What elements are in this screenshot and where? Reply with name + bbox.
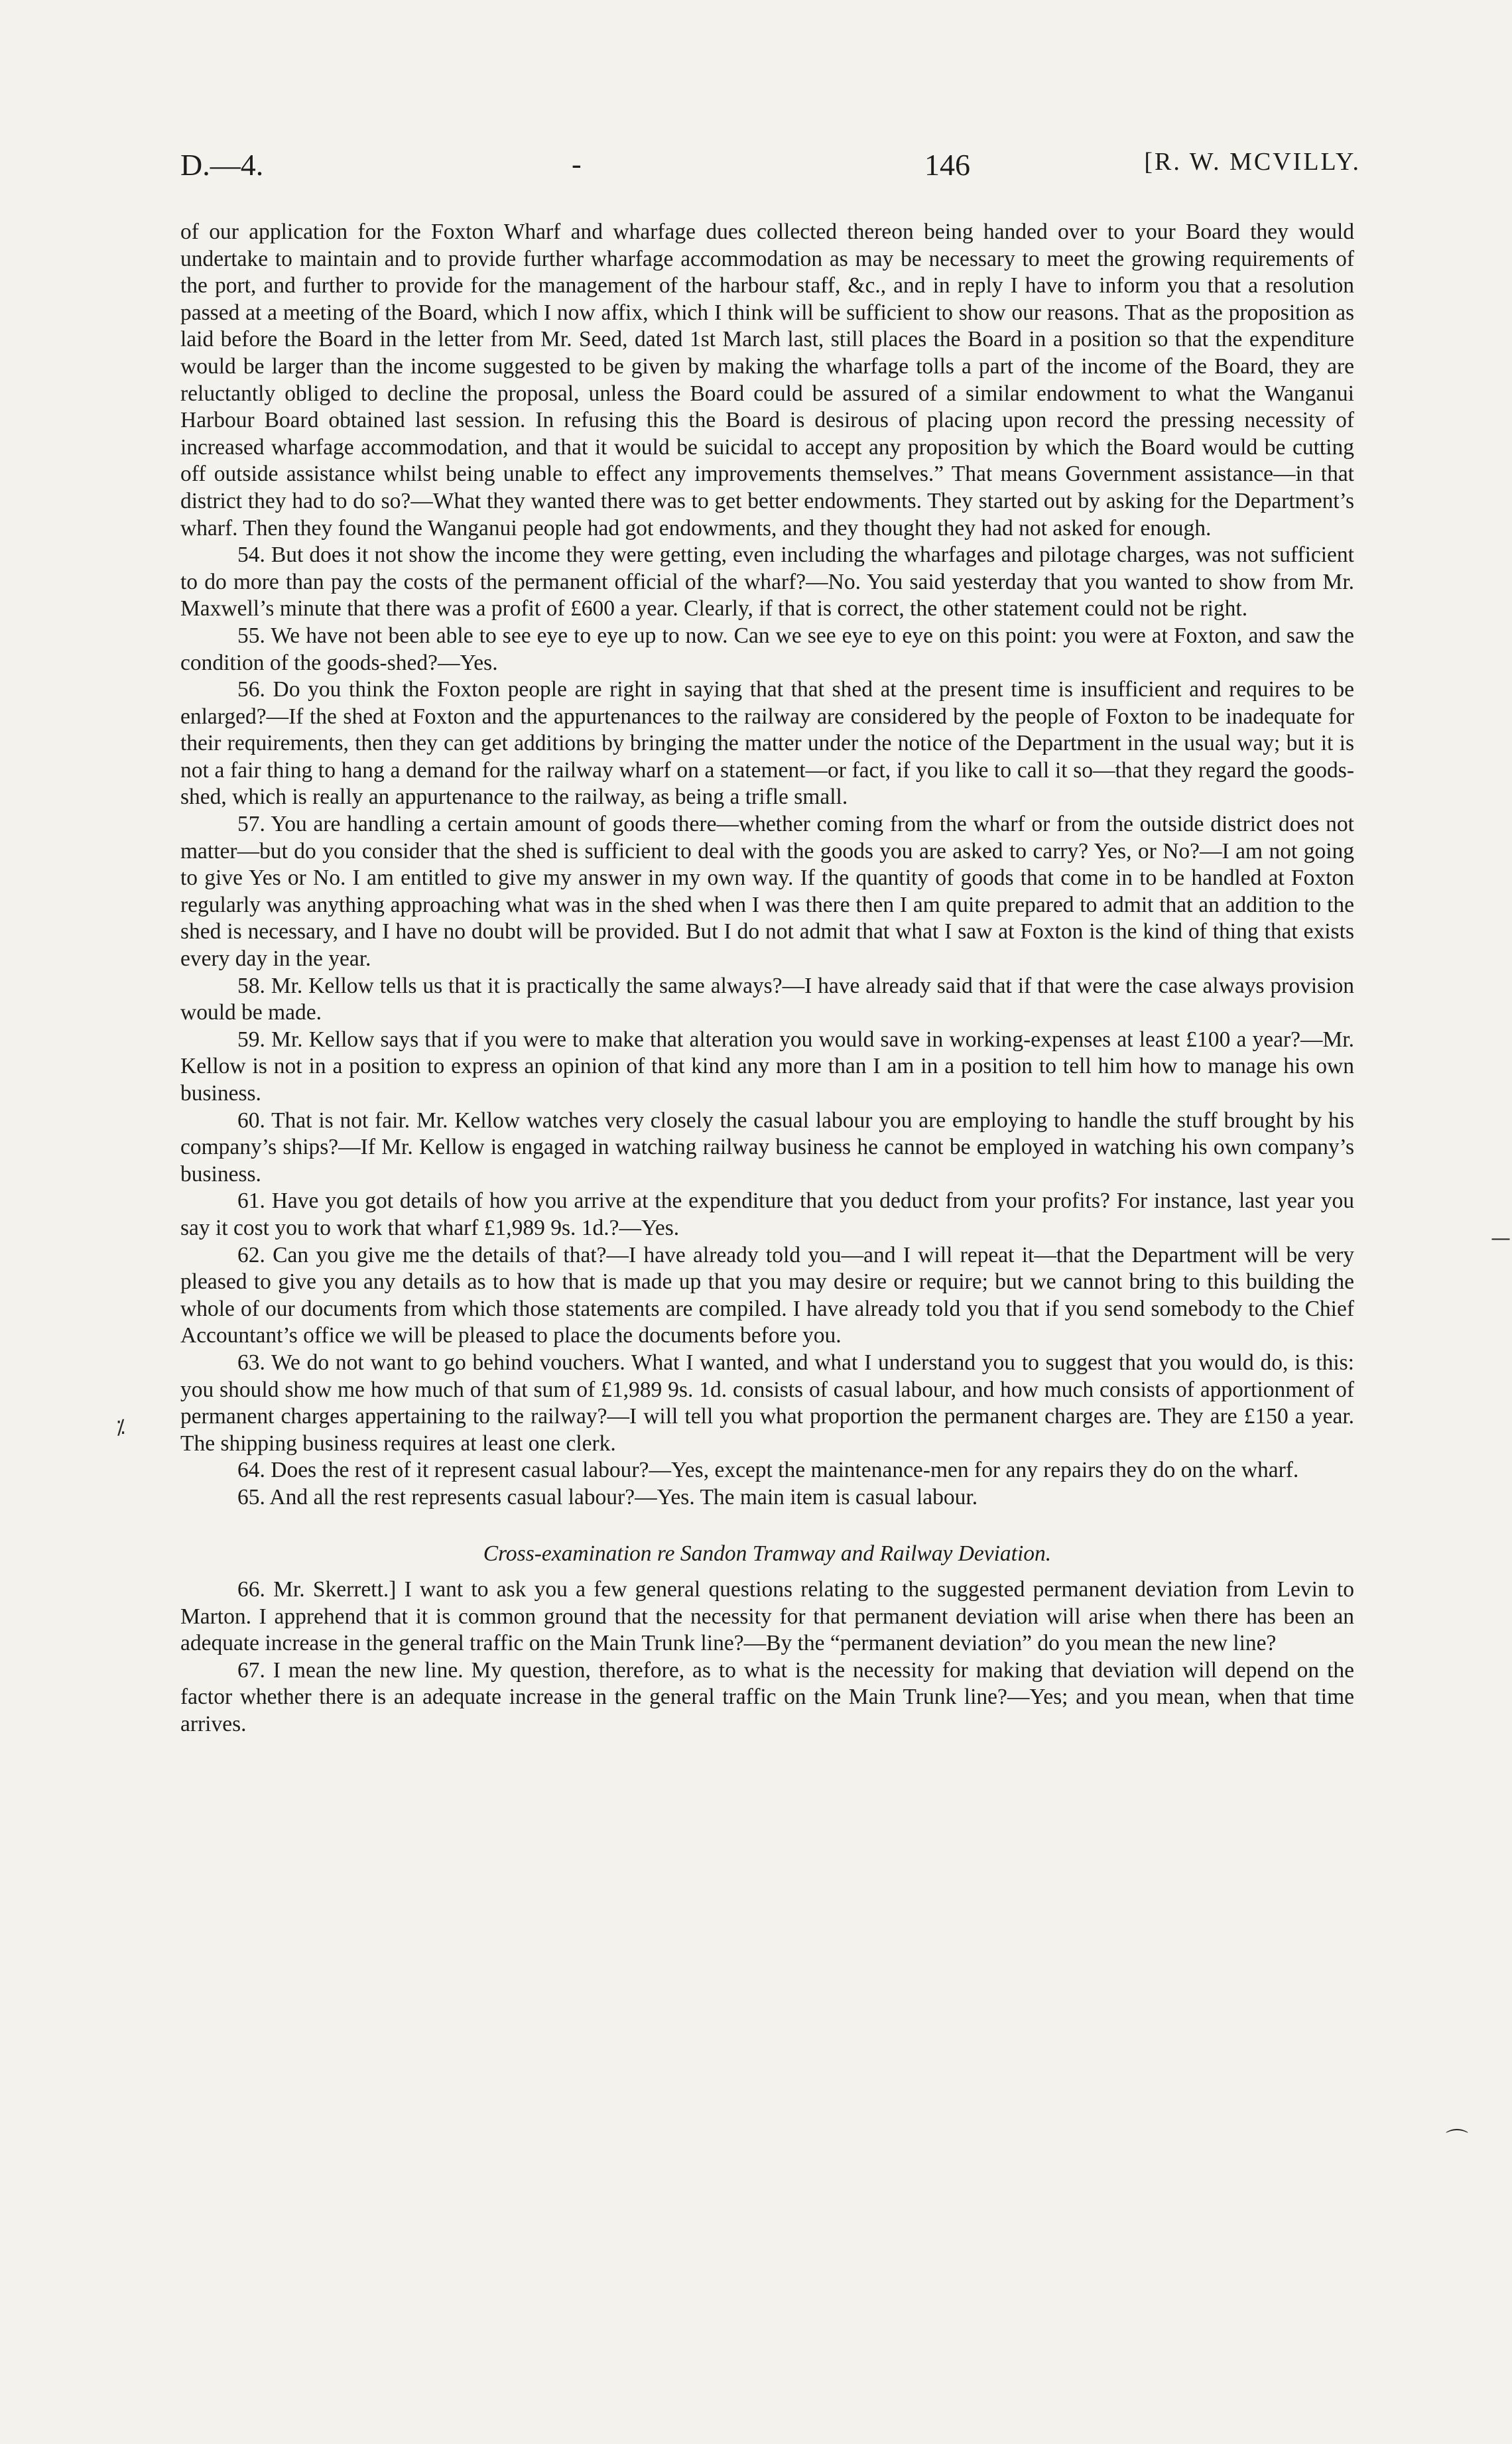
question-62: 62. Can you give me the details of that?—I have already told you—and I will repeat it—that the Department will be very pleased to give you any details as to how that is made up that you may desire or require; but we cannot bring to this building the whole of our documents from which those statements are compiled. I have already told you that if you send somebody to the Chief Accountant’s office we will be pleased to place the documents before you. [180,1242,1354,1348]
question-58: 58. Mr. Kellow tells us that it is practically the same always?—I have already said that if that were the case always provision would be made. [180,973,1354,1025]
question-65: 65. And all the rest represents casual labour?—Yes. The main item is casual labour. [237,1484,978,1510]
parliamentary-paper-reference: D.—4. [180,148,264,182]
witness-name: [R. W. MCVILLY. [1144,148,1361,176]
paragraph-continuation: of our application for the Foxton Wharf and wharfage dues collected thereon being handed over to your Board they would undertake to maintain and to provide further wharfage accommodation as may be necessary to meet the growing requirements of the port, and further to provide for the management of the harbour staff, &c., and in reply I have to inform you that a resolution passed at a meeting of the Board, which I now affix, which I think will be sufficient to show our reasons. That as the proposition as laid before the Board in the letter from Mr. Seed, dated 1st March last, still places the Board in a position so that the expenditure would be larger than the income suggested to be given by making the wharfage tolls a part of the income of the Board, they are reluctantly obliged to decline the proposal, unless the Board could be assured of a similar endowment to what the Wanganui Harbour Board obtained last session. In refusing this the Board is desirous of placing upon record the pressing necessity of increased wharfage accommodation, and that it would be suicidal to accept any proposition by which the Board would be cutting off outside assistance whilst being unable to effect any improvements themselves.” That means Government assistance—in that district they had to do so?—What they wanted there was to get better endowments. They started out by asking for the Department’s wharf. Then they found the Wanganui people had got endowments, and they thought they had not asked for enough. [180,220,1354,541]
page-header [180,147,1361,187]
question-59: 59. Mr. Kellow says that if you were to make that alteration you would save in working-expenses at least £100 a year?—Mr. Kellow is not in a position to express an opinion of that kind any more than I am in a position to tell him how to manage his own business. [180,1027,1354,1106]
question-63: 63. We do not want to go behind vouchers. What I wanted, and what I understand you to suggest that you would do, is this: you should show me how much of that sum of £1,989 9s. 1d. consists of casual labour, and how much consists of apportionment of permanent charges appertaining to the railway?—I will tell you what proportion the permanent charges are. They are £150 a year. The shipping business requires at least one clerk. [180,1350,1354,1456]
question-55: 55. We have not been able to see eye to eye up to now. Can we see eye to eye on this point: you were at Foxton, and saw the condition of the goods-shed?—Yes. [180,623,1354,675]
question-60: 60. That is not fair. Mr. Kellow watches very closely the casual labour you are employing to handle the stuff brought by his company’s ships?—If Mr. Kellow is engaged in watching railway business he cannot be employed in watching his own company’s business. [180,1108,1354,1187]
margin-mark-icon: ⁒ [116,1416,125,1439]
question-61: 61. Have you got details of how you arrive at the expenditure that you deduct from your profits? For instance, last year you say it cost you to work that wharf £1,989 9s. 1d.?—Yes. [180,1189,1354,1240]
margin-stroke-icon: ⌒ [1446,2128,1468,2154]
question-57: 57. You are handling a certain amount of goods there—whether coming from the wharf or from the outside district does not matter—but do you consider that the shed is sufficient to deal with the goods you are asked to carry? Yes, or No?—I am not going to give Yes or No. I am entitled to give my answer in my own way. If the quantity of goods that come in to be handled at Foxton regularly was anything approaching what was in the shed when I was there then I am quite prepared to admit that an addition to the shed is necessary, and I have no doubt will be provided. But I do not admit that what I saw at Foxton is the kind of thing that exists every day in the year. [180,812,1354,972]
margin-dash-icon: — [1491,1227,1511,1250]
section-title: Cross-examination re Sandon Tramway and Railway Deviation. [483,1541,1052,1566]
question-66: 66. Mr. Skerrett.] I want to ask you a few general questions relating to the suggested permanent deviation from Levin to Marton. I apprehend that it is common ground that the necessity for that permanent deviation will arise when there has been an adequate increase in the general traffic on the Main Trunk line?—By the “permanent deviation” do you mean the new line? [180,1577,1354,1656]
question-56: 56. Do you think the Foxton people are right in saying that that shed at the present time is insufficient and requires to be enlarged?—If the shed at Foxton and the appurtenances to the railway are considered by the people of Foxton to be inadequate for their requirements, then they can get additions by bringing the matter under the notice of the Department in the usual way; but it is not a fair thing to hang a demand for the railway wharf on a statement—or fact, if you like to call it so—that they regard the goods-shed, which is really an appurtenance to the railway, as being a trifle small. [180,677,1354,810]
page-number: 146 [924,148,970,182]
question-54: 54. But does it not show the income they were getting, even including the wharfages and pilotage charges, was not sufficient to do more than pay the costs of the permanent official of the wharf?—No. You said yesterday that you wanted to show from Mr. Maxwell’s minute that there was a profit of £600 a year. Clearly, if that is correct, the other statement could not be right. [180,543,1354,621]
header-dash: - [572,148,582,180]
question-67: 67. I mean the new line. My question, therefore, as to what is the necessity for making that deviation will depend on the factor whether there is an adequate increase in the general traffic on the Main Trunk line?—Yes; and you mean, when that time arrives. [180,1657,1354,1737]
question-64: 64. Does the rest of it represent casual labour?—Yes, except the maintenance-men for any repairs they do on the wharf. [237,1458,1299,1483]
body-text [180,219,1354,1738]
